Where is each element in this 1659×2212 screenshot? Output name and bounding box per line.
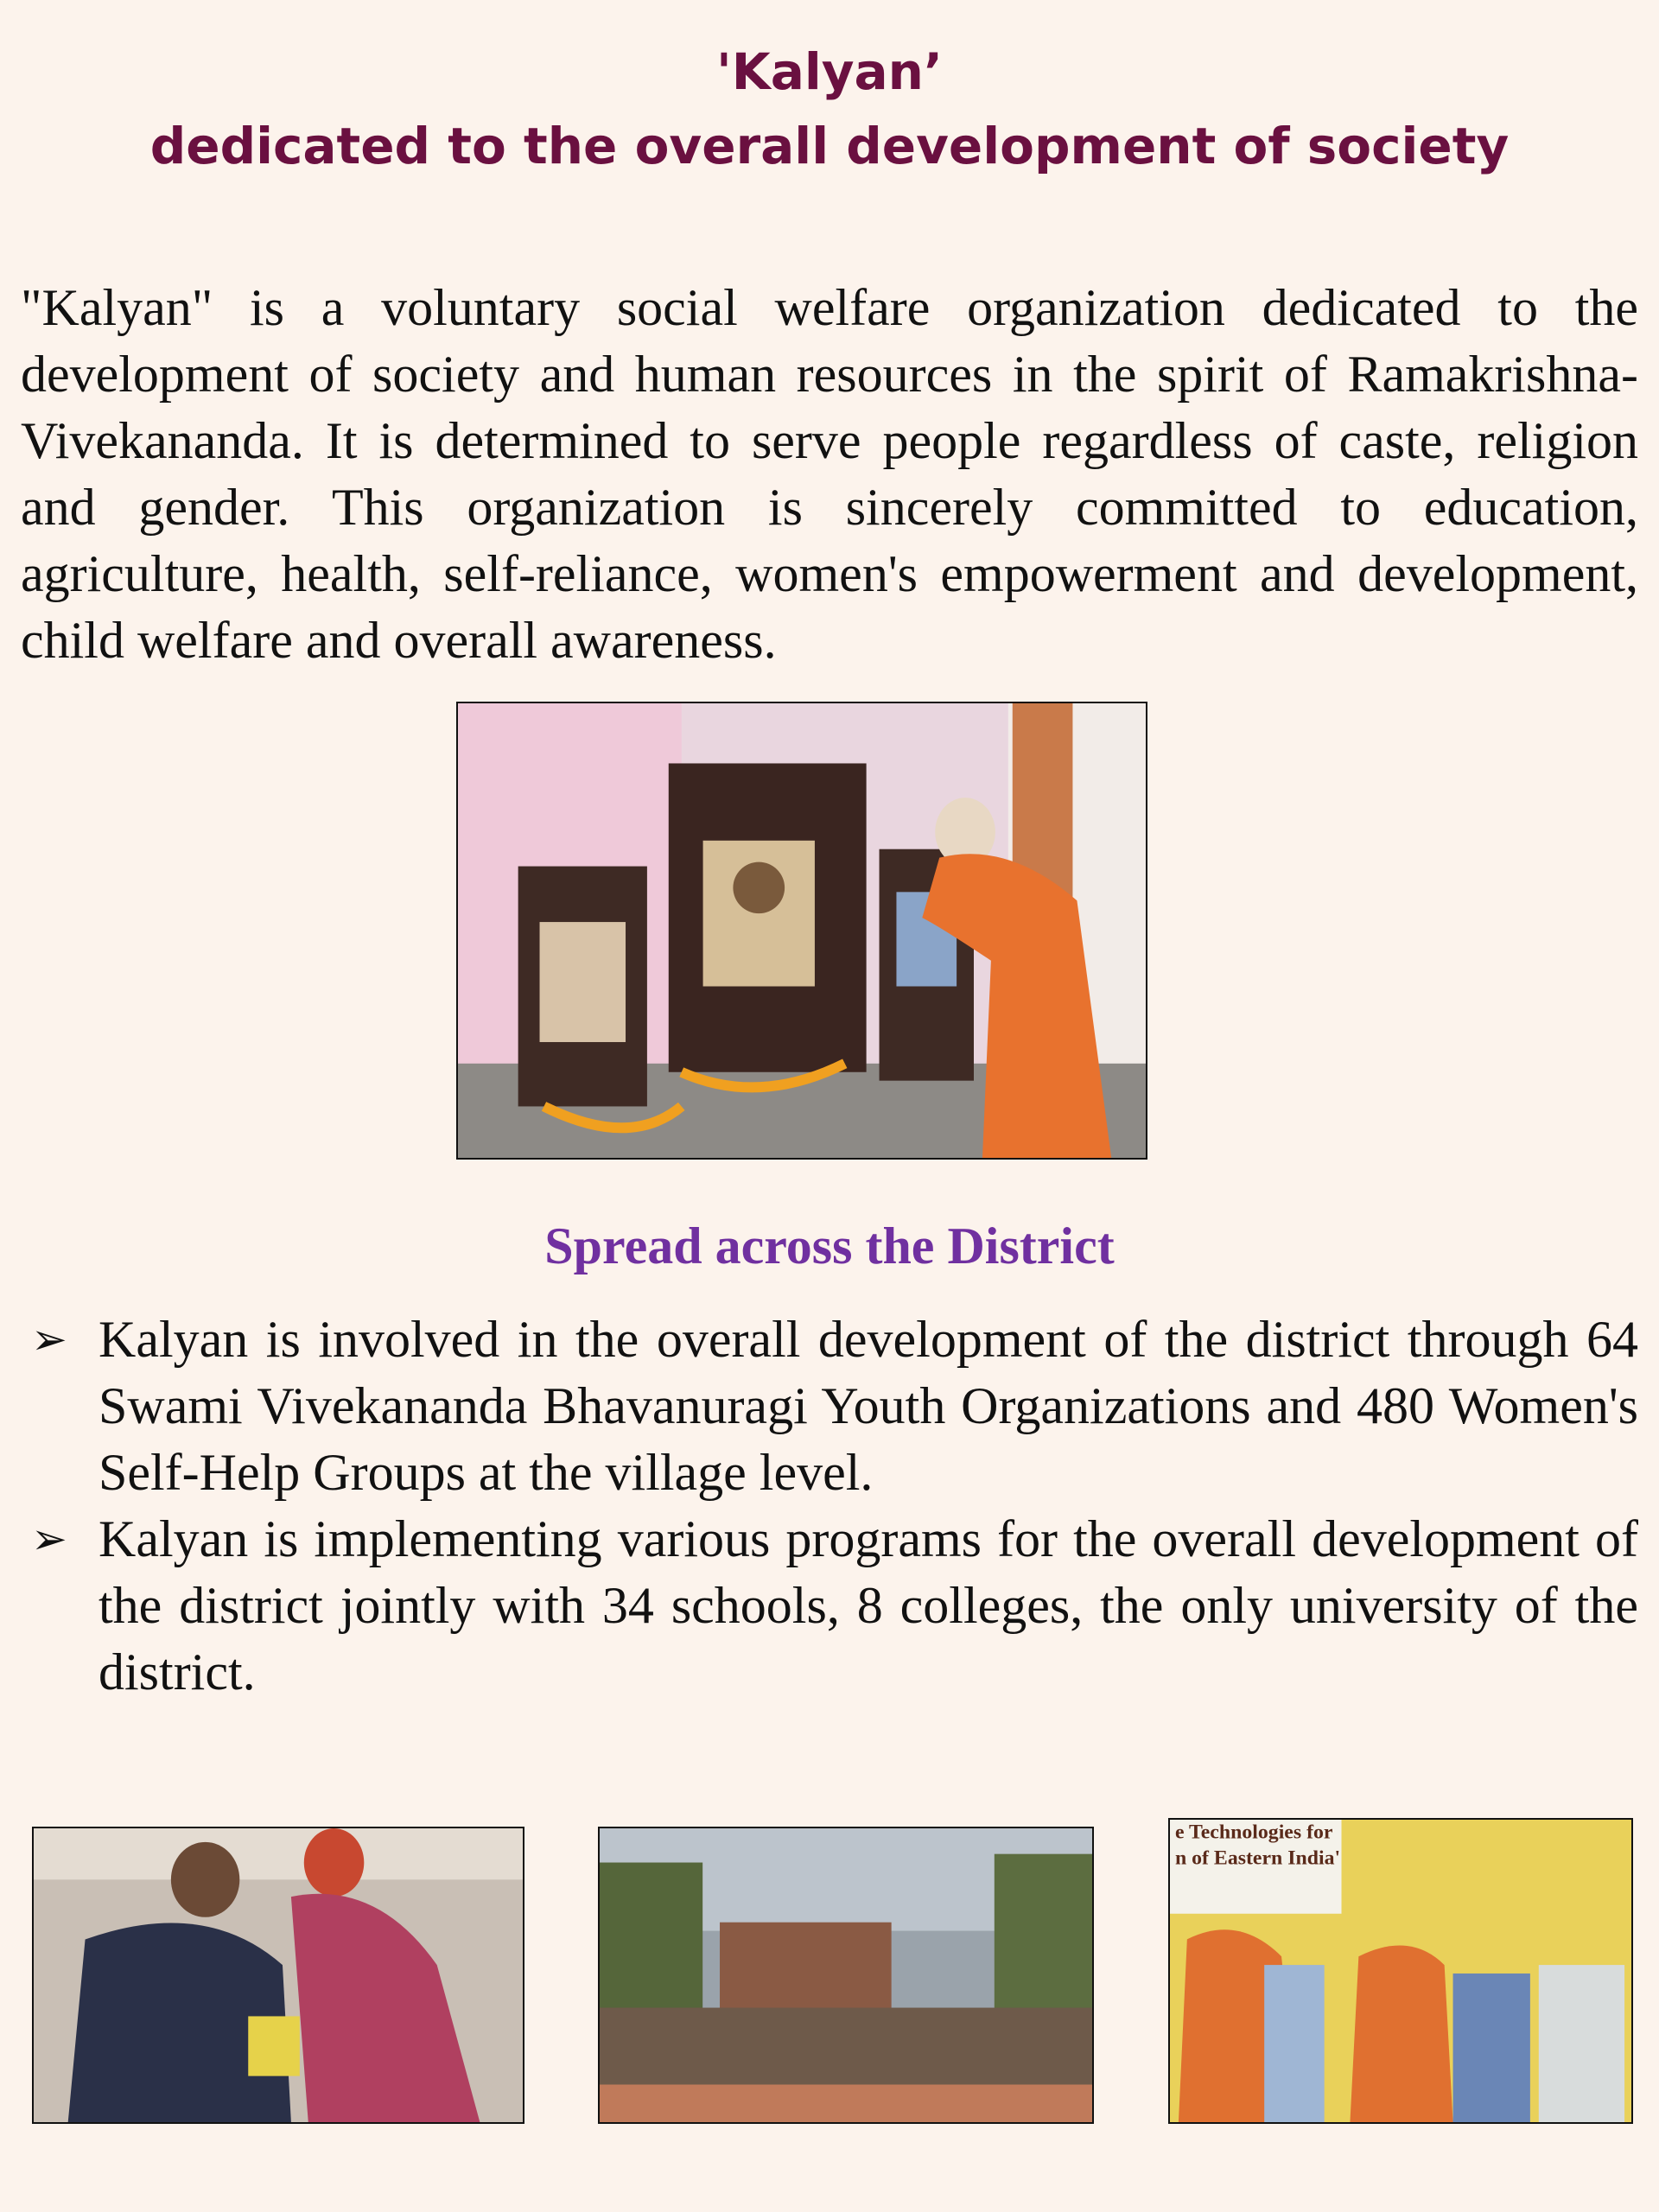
bullet-text: Kalyan is involved in the overall development of the district through 64 Swami Vivekananda Bhavanuragi Youth Organizations and 480 Women's Self-Help Groups at the village level. bbox=[99, 1311, 1638, 1501]
banner-text-1: e Technologies for bbox=[1174, 1821, 1333, 1844]
bullet-item bbox=[31, 1506, 1638, 1706]
bullet-text: Kalyan is implementing various programs for the overall development of the district jointly with 34 schools, 8 colleges, the only university of the district. bbox=[99, 1510, 1638, 1700]
altar-photo bbox=[456, 702, 1147, 1160]
arrow-bullet-icon: ➢ bbox=[31, 1514, 67, 1564]
page-title: 'Kalyan’ bbox=[716, 42, 943, 101]
section-heading: Spread across the District bbox=[544, 1217, 1115, 1274]
page-subtitle: dedicated to the overall development of society bbox=[149, 117, 1510, 175]
village-gathering-photo bbox=[598, 1827, 1094, 2124]
ceremony-photo bbox=[1168, 1818, 1633, 2124]
bullet-list bbox=[31, 1306, 1638, 1706]
self-help-photo bbox=[32, 1827, 524, 2124]
bullet-item bbox=[31, 1306, 1638, 1506]
banner-text-2: n of Eastern India' bbox=[1174, 1847, 1341, 1870]
arrow-bullet-icon: ➢ bbox=[31, 1314, 67, 1364]
intro-paragraph: "Kalyan" is a voluntary social welfare organization dedicated to the development of society and human resources in the spirit of Ramakrishna-Vivekananda. It is determined to serve people regardless of caste, religion and gender. This organization is sincerely committed to education, agriculture, health, self-reliance, women's empowerment and development, child welfare and overall awareness. bbox=[21, 279, 1638, 669]
